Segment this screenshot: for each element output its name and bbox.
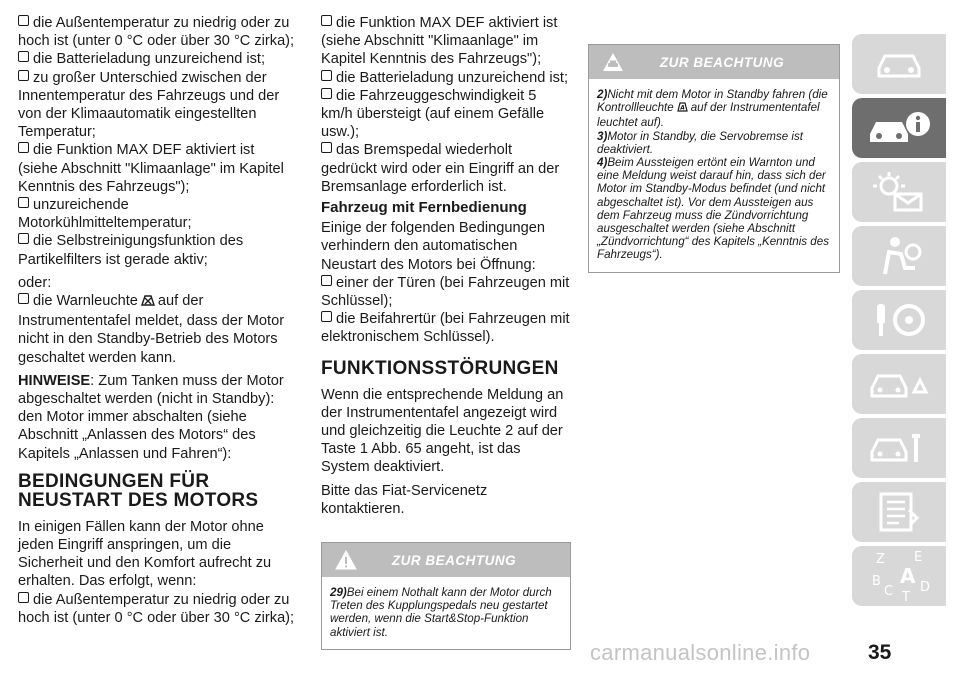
tab-car-service[interactable] [852,418,946,478]
list-item: die Funktion MAX DEF aktiviert ist (siehe Abschnitt "Klimaanlage" im Kapitel Kenntnis des Fahrzeugs"); [321,15,558,68]
index-letter: A [900,564,916,588]
subheading: Fahrzeug mit Fernbedienung [321,199,527,217]
paragraph: Wenn die entsprechende Meldung an der Instrumententafel angezeigt wird und gleichzeitig die Leuchte 2 auf der Taste 1 Abb. 65 angeht, ist das System deaktiviert. [321,386,564,476]
list-item: die Funktion MAX DEF aktiviert ist (siehe Abschnitt "Klimaanlage" im Kapitel Kenntnis des Fahrzeugs"); [18,142,284,195]
index-letter: E [914,550,923,565]
warning-box [321,542,571,650]
warning-header: ZUR BEACHTUNG [589,45,839,79]
warning-box [588,44,840,273]
index-letter: B [872,574,881,589]
list-item: das Bremspedal wiederholt gedrückt wird oder ein Eingriff an der Bremsanlage erforderlich ist. [321,142,560,195]
checkbox-bullet-icon [18,51,29,62]
checkbox-bullet-icon [321,275,332,286]
checkbox-bullet-icon [321,142,332,153]
warning-note: 3)Motor in Standby, die Servobremse ist deaktiviert. [597,129,803,156]
text-column-3 [588,44,840,273]
list-item: die Außentemperatur zu niedrig oder zu hoch ist (unter 0 °C oder über 30 °C zirka); [18,591,295,626]
list-item: die Beifahrertür (bei Fahrzeugen mit elektronischem Schlüssel). [321,311,570,346]
dashboard-lights-icon [869,170,929,214]
chapter-tabs [852,34,946,610]
car-emergency-icon [868,364,930,404]
checkbox-bullet-icon [18,293,29,304]
index-letter: T [902,590,910,603]
paragraph: Bitte das Fiat-Servicenetz kontaktieren. [321,482,488,517]
checkbox-bullet-icon [18,70,29,81]
index-letter: C [884,584,894,599]
warning-note: 2)Nicht mit dem Motor in Standby fahren (die Kontrollleuchte A auf der Instrumententafel leuchtet auf). [597,88,828,130]
checkbox-bullet-icon [18,15,29,26]
list-item: zu großer Unterschied zwischen der Innentemperatur des Fahrzeugs und der von der Klimaautomatik eingestellten Temperatur; [18,69,280,141]
tab-car-info[interactable] [852,98,946,158]
section-heading: FUNKTIONSSTÖRUNGEN [321,357,559,379]
section-heading: BEDINGUNGEN FÜR NEUSTART DES MOTORS [18,470,259,511]
checkbox-bullet-icon [321,88,332,99]
tab-key-steering[interactable] [852,290,946,350]
index-letter: D [920,580,931,595]
tab-index-list[interactable] [852,482,946,542]
index-letter: Z [876,552,885,567]
list-item: einer der Türen (bei Fahrzeugen mit Schlüssel); [321,274,570,310]
checkbox-bullet-icon [321,15,332,26]
paragraph: Einige der folgenden Bedingungen verhindern den automatischen Neustart des Motors bei Öffnung: [321,220,545,273]
warning-note: 4)Beim Aussteigen ertönt ein Warnton und eine Meldung weist darauf hin, dass sich der Motor im Standby-Modus befindet (und nicht abgeschaltet ist). Vor dem Aussteigen aus dem Fahrzeug muss die Zündvorrichtung ausgeschaltet werden (siehe Abschnitt „Zündvorrichtung“ des Kapitels „Kenntnis des Fahrzeugs“). [597,156,829,262]
oder-label: oder: [18,274,52,291]
list-item: die Außentemperatur zu niedrig oder zu hoch ist (unter 0 °C oder über 30 °C zirka); [18,15,295,50]
text-column-1 [18,14,295,627]
car-service-icon [868,428,930,468]
checkbox-bullet-icon [18,197,29,208]
list-item: die Selbstreinigungsfunktion des Partikelfilters ist gerade aktiv; [18,233,244,268]
hinweis-paragraph: HINWEISE: Zum Tanken muss der Motor abgeschaltet werden (nicht in Standby): den Motor immer abschalten (siehe Abschnitt „Anlassen des Motors“ des Kapitels „Anlassen und Fahren“): [18,372,284,462]
list-item: die Batterieladung unzureichend ist; [321,69,571,87]
tab-airbag-seat[interactable] [852,226,946,286]
brake-warning-icon [676,101,689,116]
checkbox-bullet-icon [321,311,332,322]
car-info-icon [866,108,932,148]
list-item: unzureichende Motorkühlmitteltemperatur; [18,197,192,232]
index-list-icon [871,490,927,534]
list-item: die Fahrzeuggeschwindigkeit 5 km/h übersteigt (auf einem Gefälle usw.); [321,87,545,141]
tab-car-front[interactable] [852,34,946,94]
page-number: 35 [868,641,892,664]
warning-body [589,79,839,272]
car-front-icon [871,46,927,82]
tab-alphabet-index[interactable] [852,546,946,606]
list-item: die Batterieladung unzureichend ist; [18,50,295,68]
checkbox-bullet-icon [18,233,29,244]
tab-dashboard-lights[interactable] [852,162,946,222]
airbag-seat-icon [871,234,927,278]
intro-paragraph: In einigen Fällen kann der Motor ohne jeden Eingriff anspringen, um die Sicherheit und den Komfort aufrecht zu erhalten. Das erfolgt, wenn: [18,518,272,590]
warning-header: ZUR BEACHTUNG [322,543,570,577]
checkbox-bullet-icon [321,70,332,81]
svg-text:A: A [680,104,685,112]
tab-car-emergency[interactable] [852,354,946,414]
text-column-2 [321,14,571,650]
checkbox-bullet-icon [18,142,29,153]
key-steering-icon [869,298,929,342]
warning-body: 29)Bei einem Nothalt kann der Motor durch Treten des Kupplungspedals neu gestartet werden, wenn die Start&Stop-Funktion aktiviert ist. [330,586,552,639]
list-item: die Warnleuchte auf der Instrumententafel meldet, dass der Motor nicht in den Standby-Betrieb des Motors geschaltet werden kann. [18,293,285,366]
alphabet-index-icon [864,549,934,603]
watermark: carmanualsonline.info [590,640,811,665]
engine-standby-warning-icon [140,293,156,312]
checkbox-bullet-icon [18,592,29,603]
